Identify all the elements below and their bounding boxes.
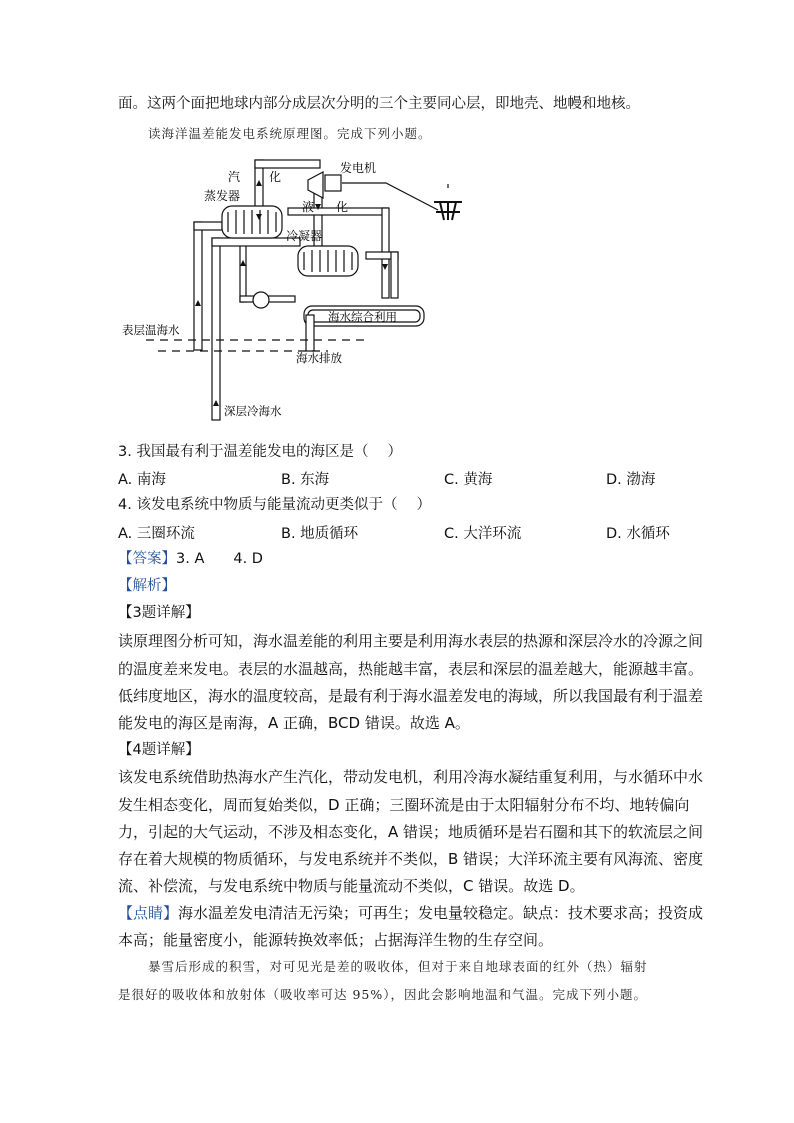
label-evaporator: 蒸发器 [204, 189, 241, 203]
label-hua1: 化 [269, 170, 282, 184]
q3-option-c: C. 黄海 [444, 472, 493, 488]
power-line [342, 183, 438, 210]
pump [253, 292, 269, 308]
analysis-tag: 【解析】 [118, 578, 176, 594]
q4-detail-line: 发生相态变化，周而复始类似，D 正确；三圈环流是由于太阳辐射分布不均、地转偏向 [118, 796, 690, 814]
tower-icon [434, 202, 462, 220]
q3-option-d: D. 渤海 [606, 472, 656, 488]
label-ye: 液 [302, 200, 315, 214]
q3-option-b: B. 东海 [281, 472, 330, 488]
highlight-line: 本高；能量密度小，能源转换效率低；占据海洋生物的生存空间。 [118, 931, 554, 949]
label-qi: 汽 [228, 170, 241, 184]
q3-detail-line: 低纬度地区，海水的温度较高，是最有利于海水温差发电的海域，所以我国最有利于温差 [118, 687, 704, 705]
discharge-pipe [306, 315, 314, 351]
generator-box [325, 175, 341, 191]
label-utilization: 海水综合利用 [328, 310, 397, 324]
reading-prompt-2: 是很好的吸收体和放射体（吸收率可达 95%），因此会影响地温和气温。完成下列小题。 [118, 987, 648, 1002]
q4-option-c: C. 大洋环流 [444, 526, 522, 542]
answer-line [118, 549, 263, 569]
label-discharge: 海水排放 [296, 351, 342, 365]
q3-option-a: A. 南海 [118, 472, 166, 488]
answer-tag: 【答案】 [118, 551, 176, 567]
vapor-pipe-top [255, 160, 320, 168]
highlight-text: 海水温差发电清洁无污染；可再生；发电量较稳定。缺点：技术要求高；投资成 [178, 904, 704, 922]
label-deep-cold: 深层冷海水 [224, 404, 282, 418]
highlight-tag: 【点睛】 [118, 904, 179, 922]
q4-detail-line: 力，引起的大气运动，不涉及相态变化，A 错误；地质循环是岩石圈和其下的软流层之间 [118, 823, 704, 841]
label-generator: 发电机 [340, 161, 377, 175]
reading-prompt-1: 读海洋温差能发电系统原理图。完成下列小题。 [148, 126, 432, 141]
q4-stem: 4. 该发电系统中物质与能量流动更类似于（ ） [118, 497, 432, 513]
surface-pipe-top [194, 222, 222, 230]
label-condenser: 冷凝器 [286, 229, 323, 243]
label-hua2: 化 [336, 200, 349, 214]
q3-detail-line: 读原理图分析可知，海水温差能的利用主要是利用海水表层的热源和深层冷水的冷源之间 [118, 632, 704, 650]
otec-diagram [118, 150, 538, 425]
surface-pipe [194, 222, 202, 350]
q4-detail-line: 该发电系统借助热海水产生汽化，带动发电机，利用冷海水凝结重复利用，与水循环中水 [118, 768, 704, 786]
cond-outlet-down [391, 252, 398, 298]
q3-detail-line: 能发电的海区是南海，A 正确，BCD 错误。故选 A。 [118, 714, 470, 732]
q4-option-a: A. 三圈环流 [118, 526, 195, 542]
intro-line: 面。这两个面把地球内部分成层次分明的三个主要同心层，即地壳、地幔和地核。 [118, 96, 640, 112]
q3-detail-tag: 【3题详解】 [118, 605, 200, 621]
label-surface-warm: 表层温海水 [122, 323, 180, 337]
q4-detail-tag: 【4题详解】 [118, 742, 200, 758]
reading-prompt-2: 暴雪后形成的积雪，对可见光是差的吸收体，但对于来自地球表面的红外（热）辐射 [148, 959, 648, 974]
q4-option-b: B. 地质循环 [281, 526, 359, 542]
deep-pipe [212, 238, 220, 420]
highlight-line [118, 903, 703, 923]
q3-stem: 3. 我国最有利于温差能发电的海区是（ ） [118, 444, 403, 460]
q3-detail-line: 的温度差来发电。表层的水温越高，热能越丰富，表层和深层的温差越大，能源越丰富。 [118, 660, 704, 678]
q4-option-d: D. 水循环 [606, 526, 670, 542]
q4-detail-line: 流、补偿流，与发电系统中物质与能量流动不类似，C 错误。故选 D。 [118, 877, 585, 895]
answer-text: 3. A 4. D [176, 551, 263, 567]
q4-detail-line: 存在着大规模的物质循环，与发电系统并不类似，B 错误；大洋环流主要有风海流、密度 [118, 850, 704, 868]
